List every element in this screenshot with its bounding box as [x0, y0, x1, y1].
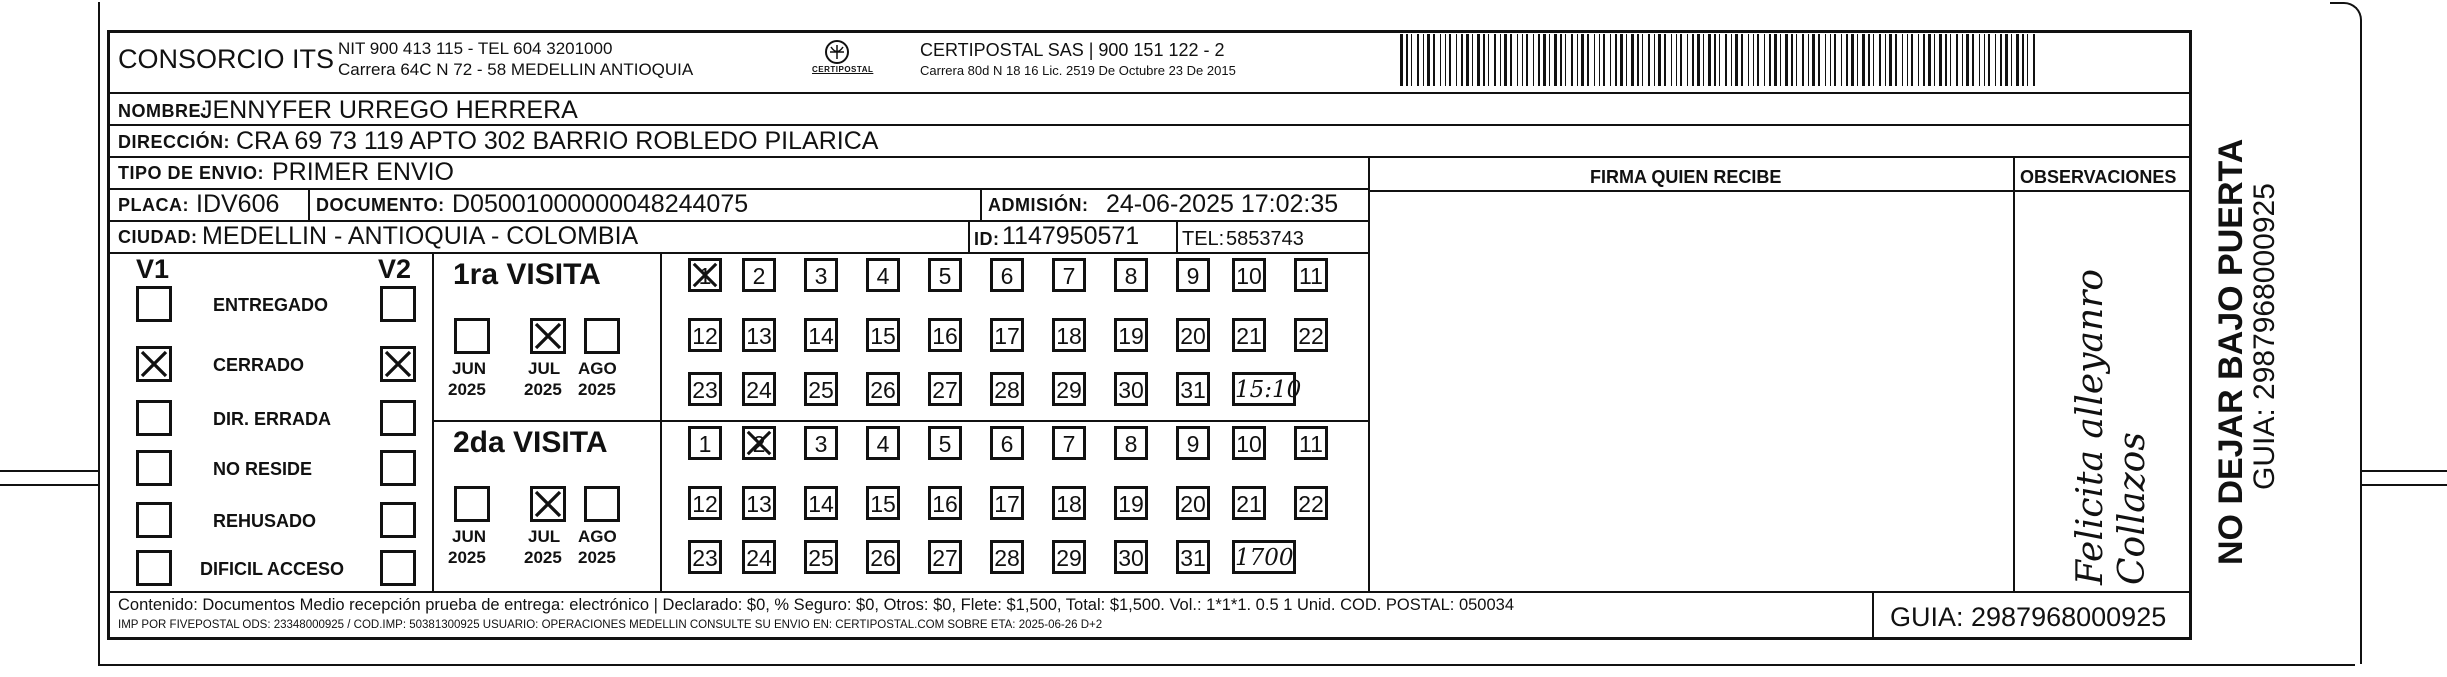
- day-number: 31: [1180, 377, 1206, 403]
- id-divider: [968, 220, 970, 252]
- visit-split-line: [432, 420, 1368, 422]
- day-box[interactable]: [928, 426, 962, 460]
- tel-label: TEL:: [1182, 228, 1225, 250]
- day-number: 13: [746, 323, 772, 349]
- day-number: 3: [814, 431, 828, 457]
- day-number: 24: [746, 545, 772, 571]
- day-box[interactable]: [928, 372, 962, 406]
- day-number: 2: [752, 431, 766, 457]
- day-number: 1: [698, 263, 712, 289]
- visit-time: 15:10: [1235, 377, 1302, 403]
- v1-checkbox[interactable]: [136, 346, 172, 382]
- side-guia: GUIA: 2987968000925: [2248, 183, 2281, 490]
- visit-time-box[interactable]: [1232, 372, 1302, 406]
- day-box[interactable]: [990, 486, 1024, 520]
- day-number: 30: [1118, 377, 1144, 403]
- status-option: NO RESIDE: [213, 459, 313, 479]
- status-option: REHUSADO: [213, 511, 317, 531]
- day-box[interactable]: [742, 318, 776, 352]
- certipostal-line: CERTIPOSTAL SAS | 900 151 122 - 2: [920, 40, 1225, 60]
- day-number: 3: [814, 263, 828, 289]
- v2-checkbox[interactable]: [380, 550, 416, 586]
- month-label: AGO: [578, 527, 617, 546]
- day-box[interactable]: [804, 318, 838, 352]
- day-box[interactable]: [1114, 486, 1148, 520]
- direccion-label: DIRECCIÓN:: [118, 132, 230, 152]
- month-year: 2025: [524, 548, 562, 567]
- footer-imp: IMP POR FIVEPOSTAL ODS: 23348000925 / COD.IMP: 50381300925 USUARIO: OPERACIONES MEDELLIN CONSULTE SU ENVIO EN: CERTIPOSTAL.COM SOBRE ETA: 2025-06-26 D+2: [118, 619, 1103, 631]
- month-checkbox[interactable]: [584, 318, 620, 354]
- day-number: 12: [692, 323, 718, 349]
- day-number: 7: [1062, 431, 1076, 457]
- month-year: 2025: [524, 380, 562, 399]
- month-label: JUN: [452, 527, 487, 546]
- day-number: 4: [876, 263, 890, 289]
- card-right-edge: [2330, 2, 2362, 44]
- v2-checkbox[interactable]: [380, 400, 416, 436]
- id-label: ID:: [974, 229, 1000, 249]
- observaciones-signature: [2020, 200, 2185, 590]
- day-number: 31: [1180, 545, 1206, 571]
- v1-checkbox[interactable]: [136, 286, 172, 322]
- row-line-2: [110, 124, 2190, 126]
- v1-label: V1: [136, 254, 170, 284]
- month-checkbox[interactable]: [530, 318, 566, 354]
- day-number: 18: [1056, 323, 1082, 349]
- day-box[interactable]: [1052, 540, 1086, 574]
- day-box[interactable]: [866, 426, 900, 460]
- day-box[interactable]: [804, 426, 838, 460]
- month-year: 2025: [448, 380, 486, 399]
- day-box[interactable]: [742, 540, 776, 574]
- footer-guia: GUIA: 2987968000925: [1890, 602, 2167, 632]
- day-number: 5: [938, 431, 952, 457]
- day-box[interactable]: [742, 372, 776, 406]
- day-number: 26: [870, 545, 896, 571]
- day-box[interactable]: [1294, 258, 1328, 292]
- visit-time: 1700: [1235, 545, 1294, 571]
- day-number: 1: [698, 431, 712, 457]
- visit1-title: 1ra VISITA: [453, 258, 601, 291]
- id-value: 1147950571: [1002, 222, 1140, 250]
- company-address: Carrera 64C N 72 - 58 MEDELLIN ANTIOQUIA: [338, 60, 694, 79]
- month-year: 2025: [448, 548, 486, 567]
- no-dejar-bajo-puerta: NO DEJAR BAJO PUERTA: [2212, 138, 2250, 565]
- day-number: 5: [938, 263, 952, 289]
- day-box[interactable]: [866, 540, 900, 574]
- admision-label: ADMISIÓN:: [988, 195, 1089, 215]
- day-box[interactable]: [688, 486, 722, 520]
- day-box[interactable]: [866, 372, 900, 406]
- nombre-value: JENNYFER URREGO HERRERA: [200, 96, 578, 124]
- admision-divider: [980, 188, 982, 220]
- day-box[interactable]: [1176, 486, 1210, 520]
- v1-checkbox[interactable]: [136, 400, 172, 436]
- fold-line-right2: [2360, 484, 2447, 486]
- day-number: 9: [1186, 431, 1200, 457]
- day-box[interactable]: [1176, 318, 1210, 352]
- day-number: 23: [692, 377, 718, 403]
- ciudad-value: MEDELLIN - ANTIOQUIA - COLOMBIA: [202, 222, 639, 250]
- day-number: 2: [752, 263, 766, 289]
- obs-col-left: [2013, 156, 2015, 591]
- day-box[interactable]: [1294, 486, 1328, 520]
- day-number: 9: [1186, 263, 1200, 289]
- placa-label: PLACA:: [118, 195, 189, 215]
- day-box[interactable]: [688, 540, 722, 574]
- day-box[interactable]: [804, 372, 838, 406]
- status-option: CERRADO: [213, 355, 305, 375]
- day-number: 20: [1180, 491, 1206, 517]
- day-box[interactable]: [1114, 540, 1148, 574]
- direccion-value: CRA 69 73 119 APTO 302 BARRIO ROBLEDO PILARICA: [236, 127, 879, 155]
- day-box[interactable]: [990, 258, 1024, 292]
- day-box[interactable]: [866, 318, 900, 352]
- day-box[interactable]: [742, 486, 776, 520]
- day-number: 27: [932, 545, 958, 571]
- footer-guia-divider: [1872, 591, 1874, 640]
- month-year: 2025: [578, 548, 616, 567]
- day-number: 25: [808, 377, 834, 403]
- nombre-label: NOMBRE:: [118, 101, 208, 121]
- day-number: 27: [932, 377, 958, 403]
- day-number: 15: [870, 491, 896, 517]
- fold-line-left2: [0, 484, 98, 486]
- month-checkbox[interactable]: [584, 486, 620, 522]
- day-box[interactable]: [1176, 540, 1210, 574]
- day-box[interactable]: [1232, 318, 1266, 352]
- observaciones-header: OBSERVACIONES: [2020, 167, 2177, 187]
- day-number: 21: [1236, 491, 1262, 517]
- v2-checkbox[interactable]: [380, 450, 416, 486]
- day-number: 19: [1118, 323, 1144, 349]
- month-label: JUL: [528, 527, 561, 546]
- day-box[interactable]: [1232, 486, 1266, 520]
- day-box[interactable]: [688, 318, 722, 352]
- day-number: 21: [1236, 323, 1262, 349]
- fold-line-right: [2360, 470, 2447, 472]
- day-box[interactable]: [1052, 318, 1086, 352]
- day-number: 16: [932, 491, 958, 517]
- day-box[interactable]: [742, 426, 776, 460]
- day-box[interactable]: [990, 372, 1024, 406]
- visit2-title: 2da VISITA: [453, 426, 608, 459]
- day-number: 6: [1000, 263, 1014, 289]
- day-box[interactable]: [866, 258, 900, 292]
- day-number: 23: [692, 545, 718, 571]
- tel-value: 5853743: [1226, 228, 1304, 250]
- day-number: 17: [994, 491, 1020, 517]
- placa-value: IDV606: [196, 190, 280, 218]
- day-box[interactable]: [1232, 258, 1266, 292]
- day-box[interactable]: [804, 540, 838, 574]
- firma-col-left: [1368, 156, 1370, 591]
- day-box[interactable]: [928, 318, 962, 352]
- v2-checkbox[interactable]: [380, 286, 416, 322]
- day-box[interactable]: [1176, 258, 1210, 292]
- day-number: 25: [808, 545, 834, 571]
- day-number: 28: [994, 377, 1020, 403]
- day-box[interactable]: [1052, 372, 1086, 406]
- company-nit: NIT 900 413 115 - TEL 604 3201000: [338, 39, 613, 58]
- day-number: 22: [1298, 323, 1324, 349]
- day-number: 14: [808, 491, 834, 517]
- day-number: 18: [1056, 491, 1082, 517]
- day-box[interactable]: [688, 258, 722, 292]
- day-number: 6: [1000, 431, 1014, 457]
- day-box[interactable]: [928, 486, 962, 520]
- day-box[interactable]: [1232, 426, 1266, 460]
- day-box[interactable]: [742, 258, 776, 292]
- month-year: 2025: [578, 380, 616, 399]
- documento-value: D05001000000048244075: [452, 190, 749, 218]
- v2-label: V2: [378, 254, 412, 284]
- day-number: 20: [1180, 323, 1206, 349]
- tipo-label: TIPO DE ENVIO:: [118, 163, 265, 183]
- day-number: 10: [1236, 263, 1262, 289]
- row-line-6: [110, 252, 1368, 254]
- day-box[interactable]: [1052, 426, 1086, 460]
- day-box[interactable]: [928, 258, 962, 292]
- month-label: JUL: [528, 359, 561, 378]
- day-box[interactable]: [1294, 318, 1328, 352]
- day-number: 8: [1124, 431, 1138, 457]
- day-box[interactable]: [1114, 318, 1148, 352]
- v2-checkbox[interactable]: [380, 346, 416, 382]
- day-number: 26: [870, 377, 896, 403]
- row-line-1: [110, 92, 2190, 94]
- ciudad-label: CIUDAD:: [118, 227, 198, 247]
- day-number: 30: [1118, 545, 1144, 571]
- day-number: 17: [994, 323, 1020, 349]
- month-label: AGO: [578, 359, 617, 378]
- footer-contenido: Contenido: Documentos Medio recepción prueba de entrega: electrónico | Declarado: $0, % Seguro: $0, Otros: $0, Flete: $1,500, Total: $1,500. Vol.: 1*1*1. 0.5 1 Unid. COD. POSTAL: 050034: [118, 596, 1515, 614]
- day-number: 12: [692, 491, 718, 517]
- month-checkbox[interactable]: [454, 486, 490, 522]
- day-box[interactable]: [928, 540, 962, 574]
- v1-checkbox[interactable]: [136, 450, 172, 486]
- day-number: 11: [1299, 263, 1323, 289]
- day-number: 11: [1299, 431, 1323, 457]
- placa-divider: [308, 188, 310, 220]
- logo-caption: CERTIPOSTAL: [812, 65, 874, 74]
- day-number: 29: [1056, 545, 1082, 571]
- visit-time-box[interactable]: [1232, 540, 1296, 574]
- status-option: DIR. ERRADA: [213, 409, 332, 429]
- observaciones-handwriting: Felicita alleyanro Collazos: [2070, 268, 2153, 585]
- day-number: 4: [876, 431, 890, 457]
- day-box[interactable]: [1114, 372, 1148, 406]
- tel-divider: [1176, 220, 1178, 252]
- day-box[interactable]: [1052, 258, 1086, 292]
- day-box[interactable]: [1294, 426, 1328, 460]
- day-number: 16: [932, 323, 958, 349]
- day-number: 8: [1124, 263, 1138, 289]
- day-number: 7: [1062, 263, 1076, 289]
- status-option: ENTREGADO: [213, 295, 329, 315]
- day-box[interactable]: [804, 258, 838, 292]
- footer-top-line: [110, 591, 2190, 593]
- status-option: DIFICIL ACCESO: [200, 559, 345, 579]
- day-box[interactable]: [1176, 372, 1210, 406]
- firma-header: FIRMA QUIEN RECIBE: [1590, 167, 1782, 187]
- day-box[interactable]: [866, 486, 900, 520]
- admision-value: 24-06-2025 17:02:35: [1106, 190, 1339, 218]
- day-box[interactable]: [1052, 486, 1086, 520]
- day-box[interactable]: [1176, 426, 1210, 460]
- day-number: 19: [1118, 491, 1144, 517]
- day-number: 14: [808, 323, 834, 349]
- barcode: [1400, 34, 2040, 86]
- v2-checkbox[interactable]: [380, 502, 416, 538]
- day-number: 22: [1298, 491, 1324, 517]
- day-box[interactable]: [990, 318, 1024, 352]
- day-box[interactable]: [1114, 426, 1148, 460]
- month-label: JUN: [452, 359, 487, 378]
- company-name: CONSORCIO ITS: [118, 44, 335, 74]
- fold-line-left: [0, 470, 98, 472]
- documento-label: DOCUMENTO:: [316, 195, 445, 215]
- day-number: 10: [1236, 431, 1262, 457]
- col-header-line: [1368, 190, 2190, 192]
- day-box[interactable]: [688, 372, 722, 406]
- tipo-value: PRIMER ENVIO: [272, 158, 454, 186]
- v1-checkbox[interactable]: [136, 550, 172, 586]
- v1-checkbox[interactable]: [136, 502, 172, 538]
- card-right-edge-lower: [2360, 40, 2362, 664]
- day-number: 15: [870, 323, 896, 349]
- day-number: 13: [746, 491, 772, 517]
- day-box[interactable]: [688, 426, 722, 460]
- month-checkbox[interactable]: [454, 318, 490, 354]
- day-number: 24: [746, 377, 772, 403]
- certipostal-address: Carrera 80d N 18 16 Lic. 2519 De Octubre 23 De 2015: [920, 63, 1236, 78]
- day-number: 28: [994, 545, 1020, 571]
- day-box[interactable]: [990, 540, 1024, 574]
- day-box[interactable]: [990, 426, 1024, 460]
- month-checkbox[interactable]: [530, 486, 566, 522]
- day-box[interactable]: [804, 486, 838, 520]
- day-box[interactable]: [1114, 258, 1148, 292]
- day-number: 29: [1056, 377, 1082, 403]
